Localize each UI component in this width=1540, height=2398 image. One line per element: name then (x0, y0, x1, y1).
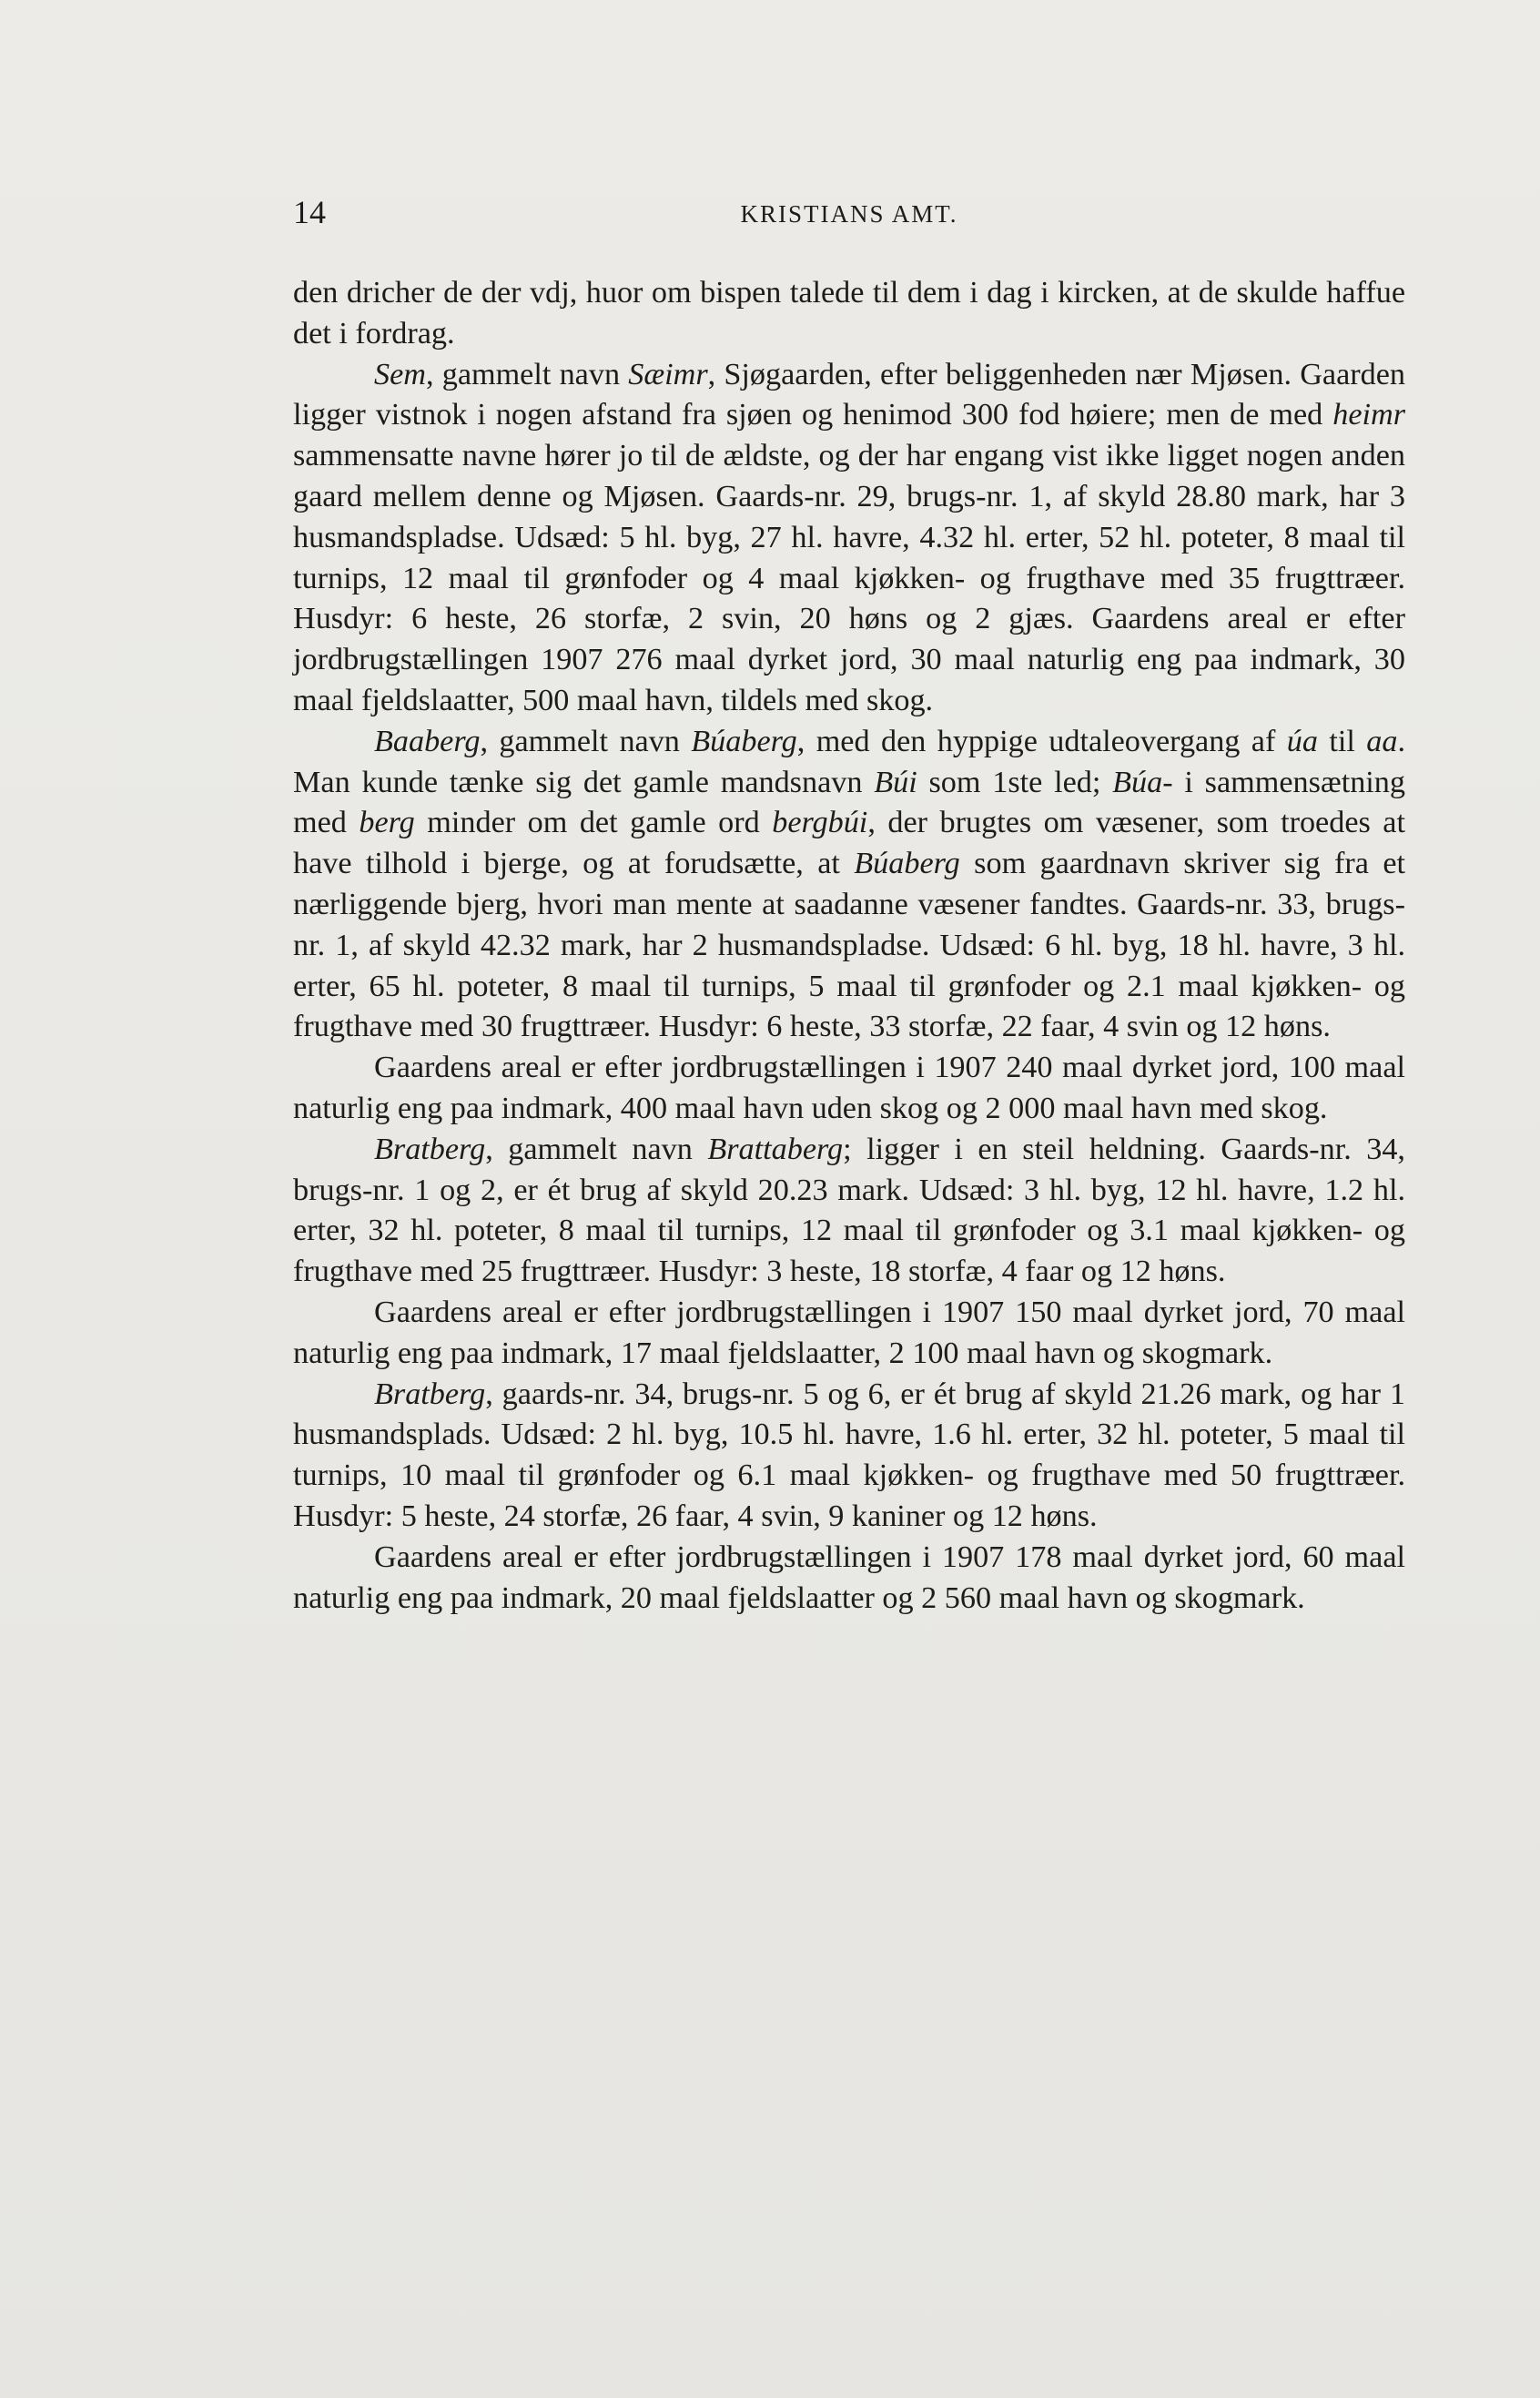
text-run: i sammensætning med (293, 765, 1405, 840)
page-number: 14 (293, 194, 326, 230)
body-text (293, 273, 1405, 1619)
italic-term: heimr (1332, 398, 1405, 432)
text-run: ; ligger i en steil heldning. Gaards-nr. 34, brugs-nr. 1 og 2, er ét brug af skyld 20.23 mark. Udsæd: 3 hl. byg, 12 hl. havre, 1.2 hl. erter, 32 hl. poteter, 8 maal til turnips, 12 maal til grønfoder og 3.1 maal kjøkken- og frugthave med 25 frugttræer. Husdyr: 3 heste, 18 storfæ, 4 faar og 12 høns. (293, 1132, 1405, 1289)
text-run: , gammelt navn (480, 724, 692, 758)
paragraph (293, 1538, 1405, 1620)
text-run: , gammelt navn (425, 357, 629, 391)
italic-term: úa (1286, 724, 1318, 758)
italic-term: Sæimr (628, 357, 708, 391)
paragraph (293, 355, 1405, 722)
italic-term: Búaberg (691, 724, 797, 758)
italic-term: Brattaberg (707, 1132, 844, 1166)
text-run: til (1317, 724, 1367, 758)
text-run: , gammelt navn (485, 1132, 708, 1166)
text-run: som 1ste led; (917, 765, 1113, 799)
text-run: minder om det gamle ord (414, 806, 773, 840)
page-header (293, 193, 1405, 239)
paragraph (293, 1375, 1405, 1538)
text-run: . Man kunde tænke sig det gamle mandsnavn (293, 724, 1405, 799)
italic-term: Búaberg (854, 847, 960, 881)
text-run: , der brugtes om væsener, som troedes at have tilhold i bjerge, og at forudsætte, at (293, 806, 1405, 881)
italic-term: Búa- (1112, 765, 1173, 799)
text-run: Gaardens areal er efter jordbrugstællingen i 1907 178 maal dyrket jord, 60 maal naturlig eng paa indmark, 20 maal fjeldslaatter og 2 560 maal havn og skogmark. (293, 1539, 1405, 1615)
italic-term: Baaberg (374, 724, 481, 758)
text-run: , med den hyppige udtaleovergang af (796, 724, 1287, 758)
italic-term: berg (359, 806, 415, 840)
text-run: den dricher de der vdj, huor om bispen talede til dem i dag i kircken, at de skulde haffue det i fordrag. (293, 276, 1405, 351)
italic-term: Sem (374, 357, 426, 391)
text-run: , gaards-nr. 34, brugs-nr. 5 og 6, er ét brug af skyld 21.26 mark, og har 1 husmandsplads. Udsæd: 2 hl. byg, 10.5 hl. havre, 1.6 hl. erter, 32 hl. poteter, 5 maal til turnips, 10 maal til grønfoder og 6.1 maal kjøkken- og frugthave med 50 frugttræer. Husdyr: 5 heste, 24 storfæ, 26 faar, 4 svin, 9 kaniner og 12 høns. (293, 1377, 1405, 1533)
text-run: , Sjøgaarden, efter beliggenheden nær Mjøsen. Gaarden ligger vistnok i nogen afstand fra sjøen og henimod 300 fod høiere; men de med (293, 357, 1405, 432)
text-run: Gaardens areal er efter jordbrugstællingen i 1907 240 maal dyrket jord, 100 maal naturlig eng paa indmark, 400 maal havn uden skog og 2 000 maal havn med skog. (293, 1051, 1405, 1125)
paragraph (293, 1048, 1405, 1130)
paragraph (293, 273, 1405, 355)
text-run: sammensatte navne hører jo til de ældste, og der har engang vist ikke ligget nogen anden gaard mellem denne og Mjøsen. Gaards-nr. 29, brugs-nr. 1, af skyld 28.80 mark, har 3 husmandspladse. Udsæd: 5 hl. byg, 27 hl. havre, 4.32 hl. erter, 52 hl. poteter, 8 maal til turnips, 12 maal til grønfoder og 4 maal kjøkken- og frugthave med 35 frugttræer. Husdyr: 6 heste, 26 storfæ, 2 svin, 20 høns og 2 gjæs. Gaardens areal er efter jordbrugstællingen 1907 276 maal dyrket jord, 30 maal naturlig eng paa indmark, 30 maal fjeldslaatter, 500 maal havn, tildels med skog. (293, 439, 1405, 717)
text-run: som gaardnavn skriver sig fra et nærliggende bjerg, hvori man mente at saadanne væsener fandtes. Gaards-nr. 33, brugs-nr. 1, af skyld 42.32 mark, har 2 husmandspladse. Udsæd: 6 hl. byg, 18 hl. havre, 3 hl. erter, 65 hl. poteter, 8 maal til turnips, 5 maal til grønfoder og 2.1 maal kjøkken- og frugthave med 30 frugttræer. Husdyr: 6 heste, 33 storfæ, 22 faar, 4 svin og 12 høns. (293, 847, 1405, 1044)
italic-term: Bratberg (374, 1132, 486, 1166)
italic-term: aa (1366, 724, 1398, 758)
paragraph (293, 1130, 1405, 1293)
italic-term: Búi (874, 765, 917, 799)
paragraph (293, 722, 1405, 1048)
text-run: Gaardens areal er efter jordbrugstællingen i 1907 150 maal dyrket jord, 70 maal naturlig eng paa indmark, 17 maal fjeldslaatter, 2 100 maal havn og skogmark. (293, 1295, 1405, 1370)
running-title: KRISTIANS AMT. (740, 200, 958, 228)
paragraph (293, 1293, 1405, 1375)
italic-term: Bratberg (374, 1377, 486, 1411)
italic-term: bergbúi (772, 806, 868, 840)
